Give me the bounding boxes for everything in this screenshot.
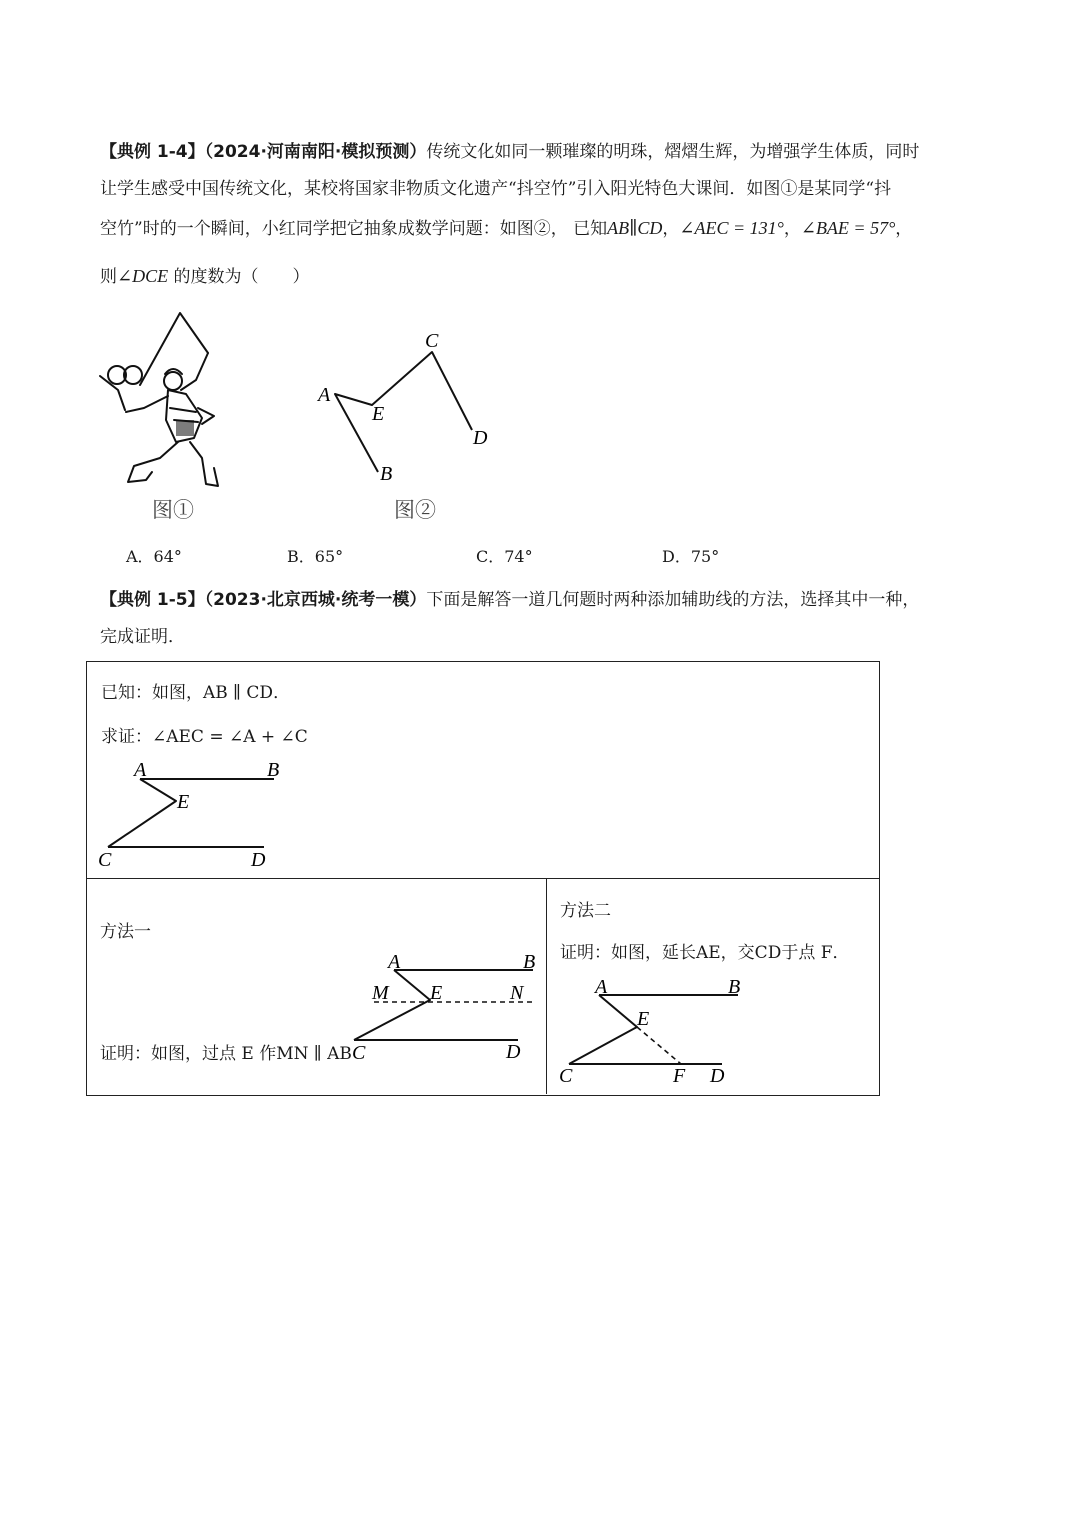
m2-label-d: D xyxy=(710,1065,725,1087)
ex15-source: （2023·北京西城·统考一模） xyxy=(204,590,427,610)
ex14-cond-aec: ∠AEC = 131° xyxy=(679,218,784,238)
fig2-geometry xyxy=(310,322,510,492)
fig1-caption: 图① xyxy=(152,498,194,522)
ex14-line4 xyxy=(100,265,310,288)
ex15-line2: 完成证明． xyxy=(100,627,185,647)
fig2-label-a: A xyxy=(318,384,331,406)
ex14-line3: 空竹”时的一个瞬间，小红同学把它抽象成数学问题：如图②， 已知AB∥CD，∠AEC = 131°，∠BAE = 57°， xyxy=(100,218,913,239)
method2-title: 方法二 xyxy=(560,901,611,921)
table-row-divider xyxy=(86,878,879,879)
m2-label-b: B xyxy=(728,976,741,998)
m1-label-d: D xyxy=(506,1041,521,1063)
m2-label-a: A xyxy=(595,976,608,998)
ex14-target-angle: ∠DCE xyxy=(117,266,169,286)
m1-label-b: B xyxy=(523,951,536,973)
given-text: 已知：如图，AB ∥ CD． xyxy=(101,683,291,703)
fig2-label-e: E xyxy=(372,403,385,425)
ex14-given: 已知 xyxy=(573,219,608,239)
given-label-d: D xyxy=(251,849,266,871)
m1-label-c: C xyxy=(352,1042,366,1064)
fig2-label-d: D xyxy=(473,427,488,449)
ex15-tag: 【典例 1-5】 xyxy=(100,590,205,610)
method1-proof: 证明：如图，过点 E 作MN ∥ AB xyxy=(100,1044,352,1064)
ex14-source: （2024·河南南阳·模拟预测） xyxy=(204,142,427,162)
ex15-line1-text: 下面是解答一道几何题时两种添加辅助线的方法，选择其中一种， xyxy=(426,590,920,610)
method1-figure xyxy=(350,948,540,1066)
choice-a[interactable]: A．64° xyxy=(126,547,182,566)
given-label-c: C xyxy=(98,849,112,871)
ex14-line2: 让学生感受中国传统文化，某校将国家非物质文化遗产“抖空竹”引入阳光特色大课间．如图①是某同学“抖 xyxy=(100,179,892,199)
fig2-label-b: B xyxy=(380,463,393,485)
ex14-line1-text: 传统文化如同一颗璀璨的明珠，熠熠生辉，为增强学生体质，同时 xyxy=(426,142,920,162)
choice-c[interactable]: C．74° xyxy=(476,547,533,566)
ex14-tag: 【典例 1-4】 xyxy=(100,142,205,162)
ex14-line4-suffix: 的度数为（ ） xyxy=(173,267,310,287)
method2-figure xyxy=(555,972,755,1088)
table-col-divider xyxy=(546,878,547,1094)
m1-label-m: M xyxy=(372,982,389,1004)
ex14-line3-prefix: 空竹”时的一个瞬间，小红同学把它抽象成数学问题：如图②， xyxy=(100,219,568,239)
kongzhu-player-illustration xyxy=(90,308,240,493)
m1-label-a: A xyxy=(388,951,401,973)
prove-text: 求证：∠AEC = ∠A + ∠C xyxy=(101,727,308,747)
m1-label-n: N xyxy=(510,982,524,1004)
choice-d[interactable]: D．75° xyxy=(662,547,720,566)
ex15-line1 xyxy=(100,589,919,611)
m1-label-e: E xyxy=(430,982,443,1004)
given-figure xyxy=(96,756,306,874)
given-label-e: E xyxy=(177,791,190,813)
fig2-label-c: C xyxy=(425,330,439,352)
m2-label-f: F xyxy=(673,1065,686,1087)
ex14-cond-parallel: AB∥CD xyxy=(607,218,663,238)
m2-label-c: C xyxy=(559,1065,573,1087)
given-label-b: B xyxy=(267,759,280,781)
given-label-a: A xyxy=(134,759,147,781)
ex14-line1 xyxy=(100,141,919,163)
choice-b[interactable]: B．65° xyxy=(287,547,344,566)
method2-proof: 证明：如图，延长AE，交CD于点 F． xyxy=(560,943,850,963)
ex14-cond-bae: ∠BAE = 57° xyxy=(800,218,896,238)
fig2-caption: 图② xyxy=(394,498,436,522)
ex14-line4-prefix: 则 xyxy=(100,267,117,287)
m2-label-e: E xyxy=(637,1008,650,1030)
method1-title: 方法一 xyxy=(100,922,151,942)
